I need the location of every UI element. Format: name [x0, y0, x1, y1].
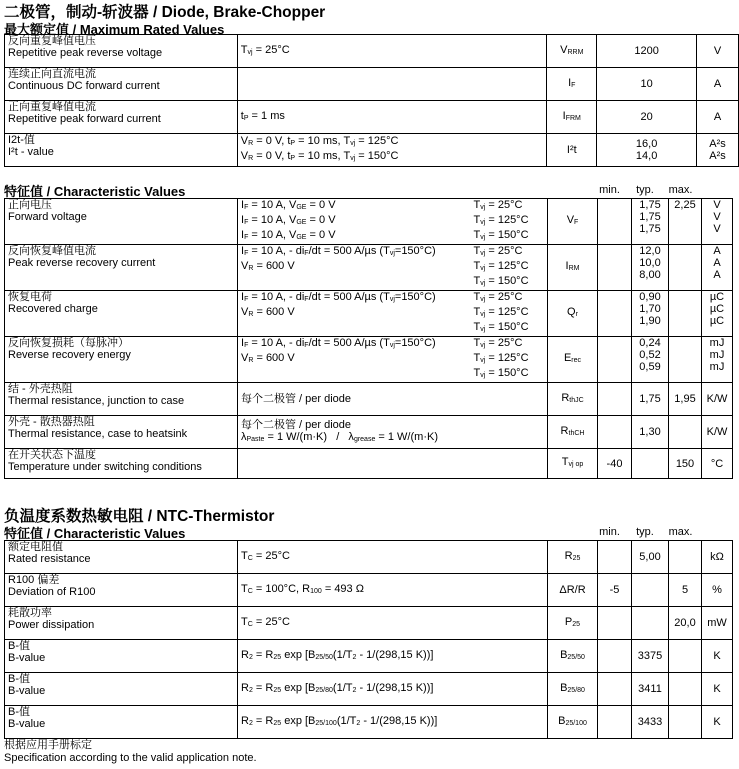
- table-row: [5, 574, 733, 607]
- typ-value: 5,00: [632, 541, 669, 574]
- value: 16,0 14,0: [597, 134, 697, 167]
- param-name: [5, 574, 238, 607]
- param-name: [5, 68, 238, 101]
- unit: µC µC µC: [702, 291, 733, 337]
- param-name-zh: I2t-值: [8, 134, 35, 146]
- max-rated-heading: 最大额定值 / Maximum Rated Values: [4, 22, 225, 37]
- condition: [238, 449, 548, 479]
- max-value: [669, 337, 702, 383]
- max-value: 5: [669, 574, 702, 607]
- max-value: [669, 706, 702, 739]
- footnote-zh: 根据应用手册标定: [4, 739, 92, 751]
- value: 10: [597, 68, 697, 101]
- max-value: 20,0: [669, 607, 702, 640]
- condition: $T_{vj} = 25^\circ C$: [237, 35, 547, 68]
- min-value: [598, 291, 632, 337]
- param-name: [5, 134, 238, 167]
- param-name: [5, 291, 238, 337]
- param-name: [5, 673, 238, 706]
- table-row: [5, 337, 733, 383]
- param-name-en: Peak reverse recovery current: [8, 257, 156, 269]
- min-value: [598, 337, 632, 383]
- max-value: [669, 291, 702, 337]
- col-typ-label: typ.: [636, 184, 654, 196]
- symbol: $Q_r$: [548, 291, 598, 337]
- param-name-zh: 正向电压: [8, 199, 52, 211]
- max-value: 1,95: [669, 383, 702, 416]
- max-value: 150: [669, 449, 702, 479]
- unit: A A A: [702, 245, 733, 291]
- symbol: $V_F$: [548, 199, 598, 245]
- value: 1200: [597, 35, 697, 68]
- typ-value: [632, 449, 669, 479]
- min-value: [598, 673, 632, 706]
- footnote-en: Specification according to the valid application note.: [4, 752, 257, 764]
- symbol: $T_{vj op}$: [548, 449, 598, 479]
- max-value: 2,25: [669, 199, 702, 245]
- param-name-en: Recovered charge: [8, 303, 98, 315]
- temperature: $T_{vj} = 25^\circ C$ $T_{vj} = 125^\circ C$ $T_{vj} = 150^\circ C$: [471, 291, 548, 337]
- unit: kΩ: [702, 541, 733, 574]
- symbol: ΔR/R: [548, 574, 598, 607]
- min-value: [598, 383, 632, 416]
- min-value: [598, 245, 632, 291]
- param-name-en: Temperature under switching conditions: [8, 461, 202, 473]
- symbol: $R_{25}$: [548, 541, 598, 574]
- param-name-en: Thermal resistance, case to heatsink: [8, 428, 188, 440]
- symbol: $B_{25/50}$: [548, 640, 598, 673]
- condition: 每个二极管 / per diode: [238, 383, 548, 416]
- typ-value: 3433: [632, 706, 669, 739]
- param-name: [5, 640, 238, 673]
- param-name-en: Deviation of R100: [8, 586, 96, 598]
- max-value: [669, 673, 702, 706]
- unit: %: [702, 574, 733, 607]
- table-row: [5, 35, 739, 68]
- max-rated-table: [4, 34, 739, 167]
- char-heading: 特征值 / Characteristic Values: [4, 184, 186, 199]
- symbol: $E_{rec}$: [548, 337, 598, 383]
- table-row: [5, 101, 739, 134]
- symbol: $I_F$: [547, 68, 597, 101]
- table-row: [5, 68, 739, 101]
- typ-value: 0,24 0,52 0,59: [632, 337, 669, 383]
- param-name-zh: R100 偏差: [8, 574, 60, 586]
- param-name-zh: 耗散功率: [8, 607, 52, 619]
- param-name-en: B-value: [8, 718, 46, 730]
- symbol: $I_{FRM}$: [547, 101, 597, 134]
- condition: $t_P = 1$ ms: [237, 101, 547, 134]
- symbol: $P_{25}$: [548, 607, 598, 640]
- max-value: [669, 416, 702, 449]
- param-name-en: I²t - value: [8, 146, 54, 158]
- temperature: $T_{vj} = 25^\circ C$ $T_{vj} = 125^\circ C$ $T_{vj} = 150^\circ C$: [471, 337, 548, 383]
- min-value: [598, 199, 632, 245]
- unit: K: [702, 640, 733, 673]
- min-value: [598, 706, 632, 739]
- param-name: [5, 337, 238, 383]
- table-row: [5, 673, 733, 706]
- unit: A²s A²s: [697, 134, 739, 167]
- param-name-en: Reverse recovery energy: [8, 349, 131, 361]
- param-name-zh: B-值: [8, 706, 30, 718]
- min-value: [598, 541, 632, 574]
- table-row: [5, 449, 733, 479]
- param-name: [5, 383, 238, 416]
- param-name: [5, 35, 238, 68]
- typ-value: 1,75: [632, 383, 669, 416]
- param-name-zh: B-值: [8, 640, 30, 652]
- table-row: [5, 245, 733, 291]
- table-row: [5, 291, 733, 337]
- symbol: $R_{thJC}$: [548, 383, 598, 416]
- condition: $T_C = 25^\circ C$: [238, 607, 548, 640]
- condition: $V_R = 0$ V, $t_P = 10$ ms, $T_{vj} = 125^\circ C$ $V_R = 0$ V, $t_P = 10$ ms, $T_{vj} = 150^\circ C$: [237, 134, 547, 167]
- ntc-heading: 特征值 / Characteristic Values: [4, 526, 186, 541]
- table-row: [5, 541, 733, 574]
- unit: K/W: [702, 383, 733, 416]
- unit: °C: [702, 449, 733, 479]
- param-name-zh: 反向恢复峰值电流: [8, 245, 96, 257]
- param-name-zh: 在开关状态下温度: [8, 449, 96, 461]
- param-name: [5, 607, 238, 640]
- param-name-zh: 反向恢复损耗（每脉冲）: [8, 337, 129, 349]
- typ-value: 0,90 1,70 1,90: [632, 291, 669, 337]
- condition: $I_F = 10$ A, $V_{GE} = 0$ V $I_F = 10$ A, $V_{GE} = 0$ V $I_F = 10$ A, $V_{GE} = 0$ V: [238, 199, 471, 245]
- unit: K/W: [702, 416, 733, 449]
- condition: $I_F = 10$ A, - $di_F/dt = 500$ A/µs $(T_{vj}=150^\circ C)$ $V_R = 600$ V: [238, 291, 471, 337]
- max-value: [669, 640, 702, 673]
- ntc-col-max-label: max.: [668, 526, 693, 538]
- condition: $T_C = 25^\circ C$: [238, 541, 548, 574]
- unit: mJ mJ mJ: [702, 337, 733, 383]
- param-name-zh: B-值: [8, 673, 30, 685]
- table-row: [5, 416, 733, 449]
- param-name: [5, 541, 238, 574]
- unit: V: [697, 35, 739, 68]
- ntc-col-typ-label: typ.: [636, 526, 654, 538]
- ntc-col-min-label: min.: [599, 526, 620, 538]
- param-name-en: Repetitive peak forward current: [8, 113, 161, 125]
- min-value: [598, 416, 632, 449]
- max-value: [669, 245, 702, 291]
- typ-value: [632, 607, 669, 640]
- min-value: [598, 640, 632, 673]
- temperature: $T_{vj} = 25^\circ C$ $T_{vj} = 125^\circ C$ $T_{vj} = 150^\circ C$: [471, 199, 548, 245]
- min-value: -5: [598, 574, 632, 607]
- unit: K: [702, 673, 733, 706]
- symbol: I²t: [547, 134, 597, 167]
- param-name-zh: 结 - 外壳热阻: [8, 383, 73, 395]
- ntc-table: [4, 540, 733, 739]
- condition: [237, 68, 547, 101]
- param-name-en: Forward voltage: [8, 211, 87, 223]
- symbol: $B_{25/100}$: [548, 706, 598, 739]
- param-name-en: B-value: [8, 685, 46, 697]
- temperature: $T_{vj} = 25^\circ C$ $T_{vj} = 125^\circ C$ $T_{vj} = 150^\circ C$: [471, 245, 548, 291]
- typ-value: 1,75 1,75 1,75: [632, 199, 669, 245]
- condition: $R_2 = R_{25}$ $\exp [B_{25/100}(1/T_2 - 1/(298,15$ K))]: [238, 706, 548, 739]
- param-name: [5, 416, 238, 449]
- param-name-zh: 额定电阻值: [8, 541, 63, 553]
- ntc-title: 负温度系数热敏电阻 / NTC-Thermistor: [4, 508, 275, 525]
- unit: A: [697, 101, 739, 134]
- condition: $R_2 = R_{25}$ $\exp [B_{25/80}(1/T_2 - 1/(298,15$ K))]: [238, 673, 548, 706]
- param-name-en: Thermal resistance, junction to case: [8, 395, 185, 407]
- param-name-en: Power dissipation: [8, 619, 95, 631]
- condition: $I_F = 10$ A, - $di_F/dt = 500$ A/µs $(T_{vj}=150^\circ C)$ $V_R = 600$ V: [238, 245, 471, 291]
- typ-value: 3375: [632, 640, 669, 673]
- param-name-en: Rated resistance: [8, 553, 91, 565]
- param-name-zh: 恢复电荷: [8, 291, 52, 303]
- table-row: [5, 607, 733, 640]
- unit: K: [702, 706, 733, 739]
- condition: 每个二极管 / per diode $\lambda_{Paste} = 1$ $W/(m\cdot K) / \lambda_{grease} = 1$ W/(m·K): [238, 416, 548, 449]
- param-name-en: Repetitive peak reverse voltage: [8, 47, 163, 59]
- param-name-en: Continuous DC forward current: [8, 80, 160, 92]
- min-value: [598, 607, 632, 640]
- param-name-zh: 外壳 - 散热器热阻: [8, 416, 95, 428]
- param-name-zh: 正向重复峰值电流: [8, 101, 96, 113]
- table-row: [5, 383, 733, 416]
- typ-value: 12,0 10,0 8,00: [632, 245, 669, 291]
- condition: $R_2 = R_{25}$ $\exp [B_{25/50}(1/T_2 - 1/(298,15$ K))]: [238, 640, 548, 673]
- typ-value: [632, 574, 669, 607]
- table-row: [5, 199, 733, 245]
- col-max-label: max.: [668, 184, 693, 196]
- value: 20: [597, 101, 697, 134]
- symbol: $I_{RM}$: [548, 245, 598, 291]
- param-name: [5, 101, 238, 134]
- symbol: $R_{thCH}$: [548, 416, 598, 449]
- unit: A: [697, 68, 739, 101]
- table-row: [5, 640, 733, 673]
- typ-value: 3411: [632, 673, 669, 706]
- param-name-zh: 反向重复峰值电压: [8, 35, 96, 47]
- max-value: [669, 541, 702, 574]
- param-name: [5, 706, 238, 739]
- unit: mW: [702, 607, 733, 640]
- typ-value: 1,30: [632, 416, 669, 449]
- symbol: $V_{RRM}$: [547, 35, 597, 68]
- unit: V V V: [702, 199, 733, 245]
- table-row: [5, 706, 733, 739]
- table-row: [5, 134, 739, 167]
- param-name: [5, 245, 238, 291]
- min-value: -40: [598, 449, 632, 479]
- characteristic-table: [4, 198, 733, 479]
- col-min-label: min.: [599, 184, 620, 196]
- condition: $I_F = 10$ A, - $di_F/dt = 500$ A/µs $(T_{vj}=150^\circ C)$ $V_R = 600$ V: [238, 337, 471, 383]
- param-name-zh: 连续正向直流电流: [8, 68, 96, 80]
- page-title: 二极管，制动-斩波器 / Diode, Brake-Chopper: [4, 4, 326, 21]
- param-name: [5, 449, 238, 479]
- condition: $T_C = 100^\circ C$, $R_{100} = 493$ Ω: [238, 574, 548, 607]
- param-name: [5, 199, 238, 245]
- param-name-en: B-value: [8, 652, 46, 664]
- symbol: $B_{25/80}$: [548, 673, 598, 706]
